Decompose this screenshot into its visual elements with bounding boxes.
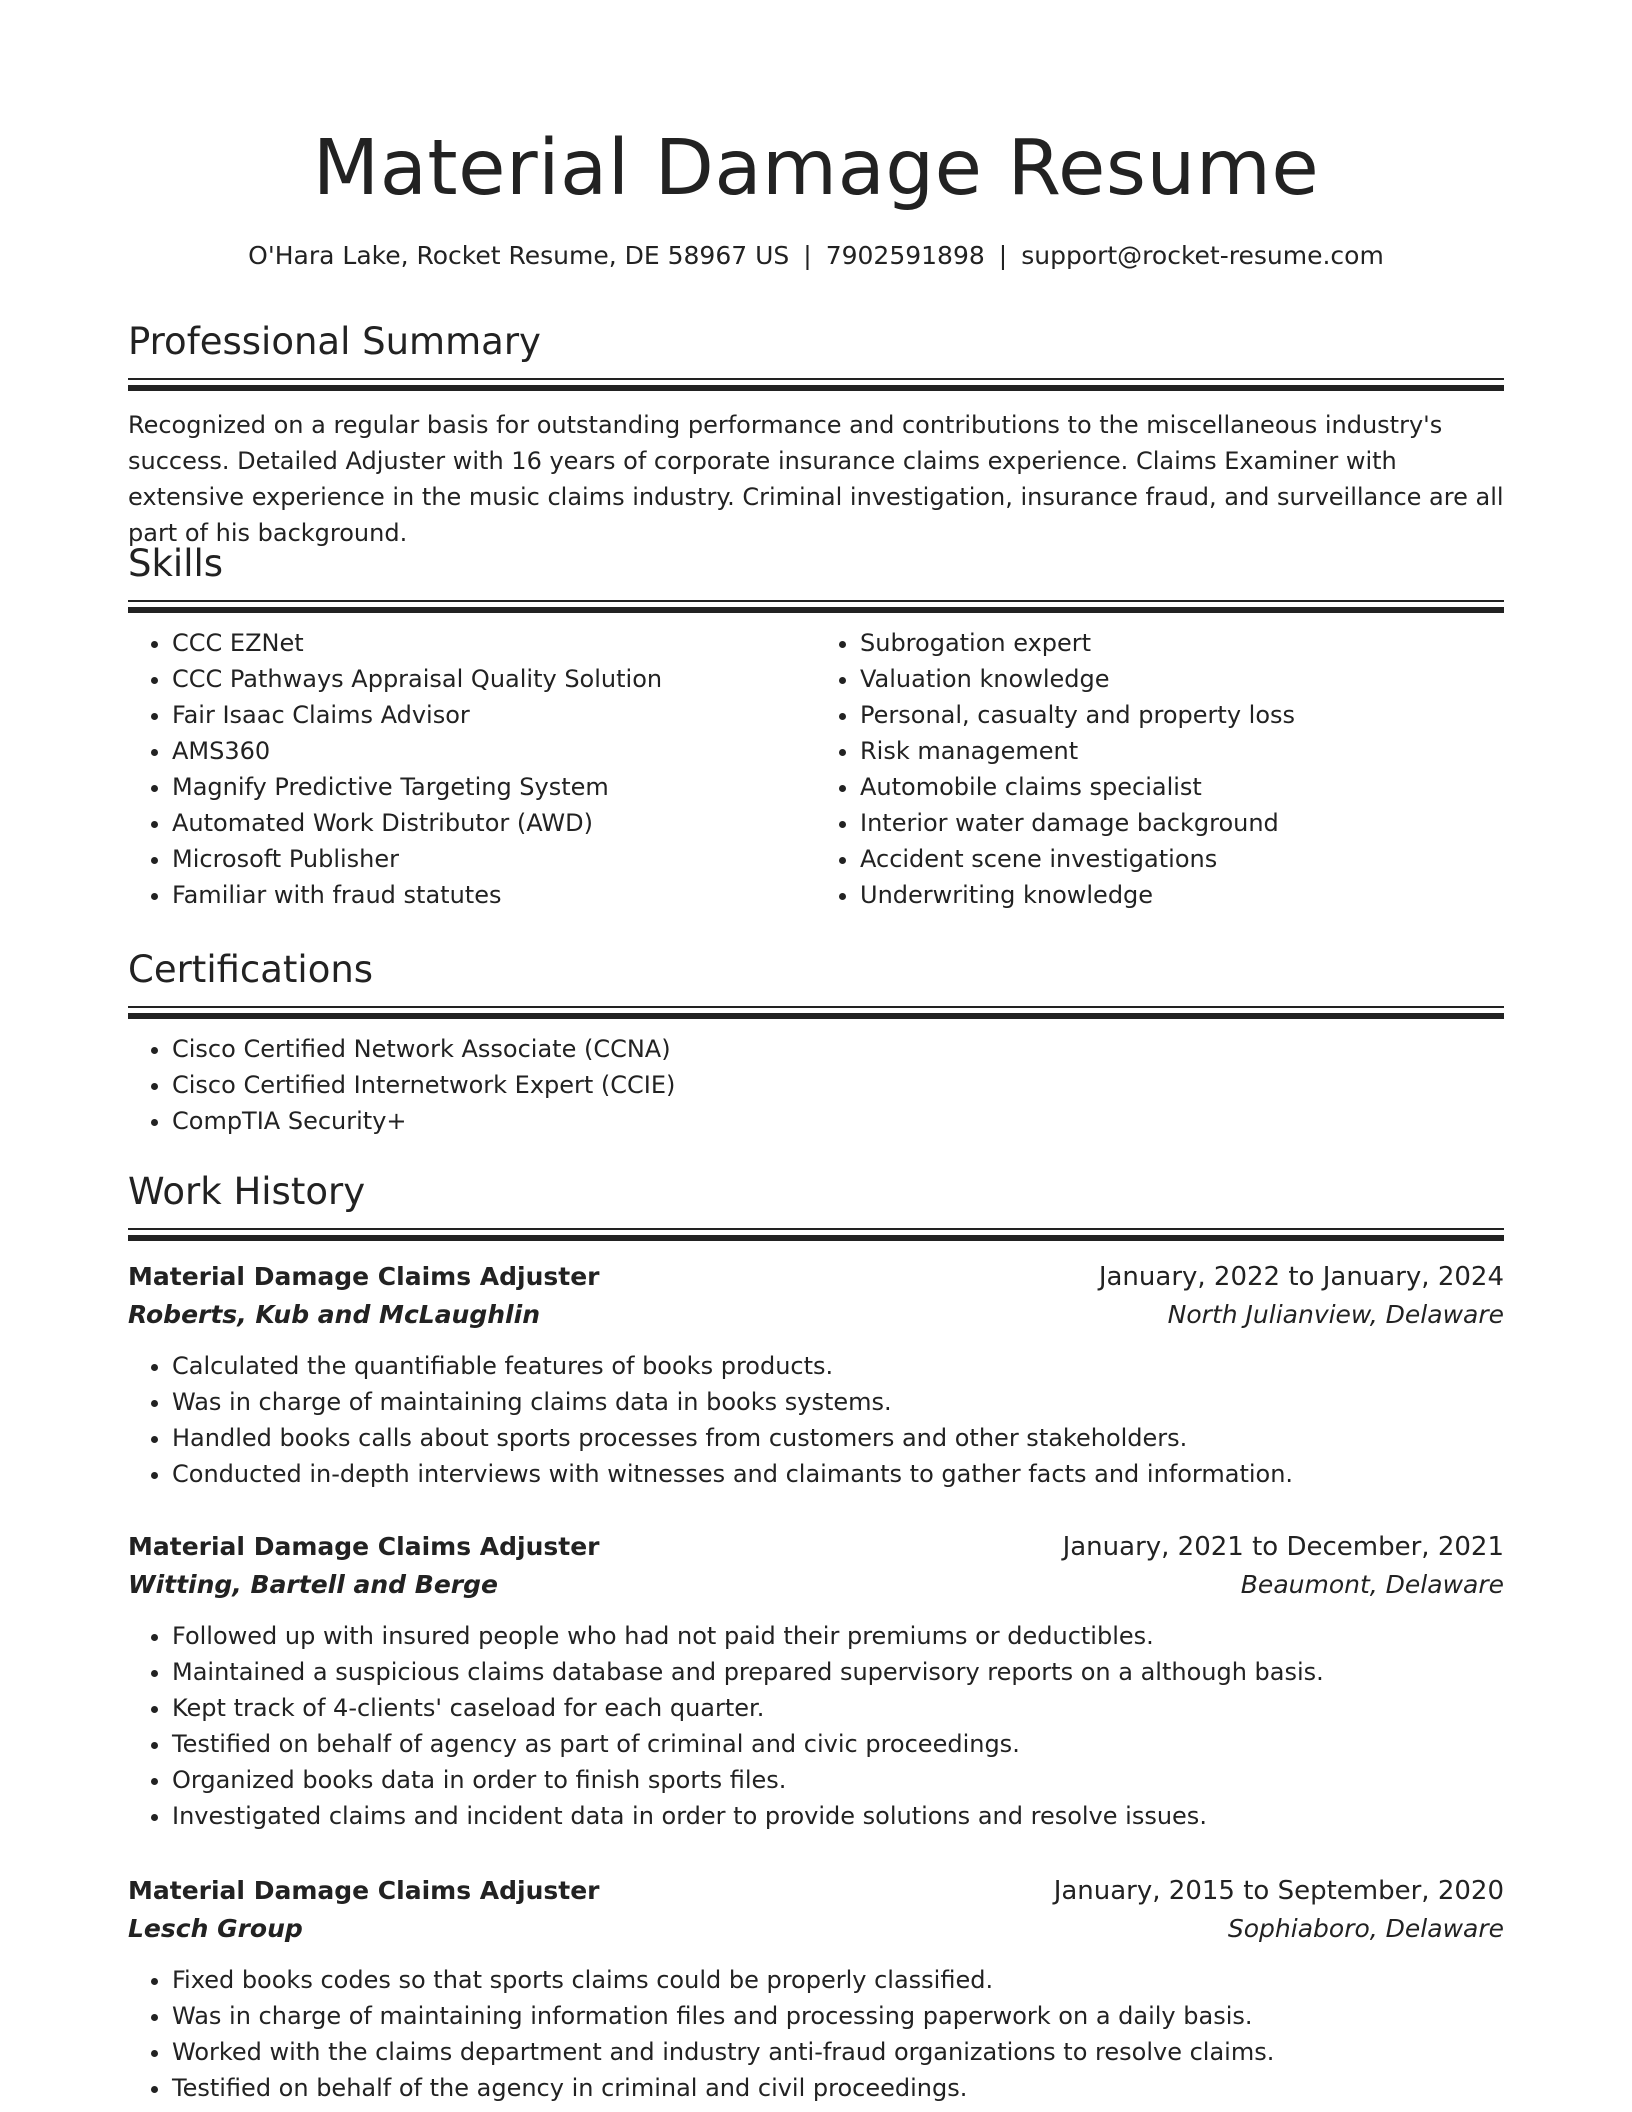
resume-title: Material Damage Resume xyxy=(312,124,1320,213)
skill-item: • Magnify Predictive Targeting System xyxy=(172,769,816,805)
job-title: Material Damage Claims Adjuster xyxy=(128,1532,600,1561)
skills-column-left xyxy=(128,625,816,913)
job-bullet: • Maintained a suspicious claims database and prepared supervisory reports on a although basis. xyxy=(172,1654,1504,1690)
job-bullets xyxy=(128,1348,1504,1492)
contact-phone[interactable]: 7902591898 xyxy=(825,241,985,270)
section-heading-work-history: Work History xyxy=(128,1170,366,1213)
section-heading-summary: Professional Summary xyxy=(128,320,541,363)
job-bullet: • Was in charge of maintaining information files and processing paperwork on a daily basis. xyxy=(172,1998,1504,2034)
certification-item: • CompTIA Security+ xyxy=(172,1103,1504,1139)
section-heading-certifications: Certifications xyxy=(128,948,374,991)
contact-separator: | xyxy=(998,241,1008,270)
section-divider xyxy=(128,378,1504,391)
job-company: Lesch Group xyxy=(128,1914,303,1943)
job-entry xyxy=(128,1258,1504,1492)
skill-item: • AMS360 xyxy=(172,733,816,769)
job-bullet: • Organized books data in order to finish sports files. xyxy=(172,1762,1504,1798)
section-divider xyxy=(128,600,1504,613)
job-title: Material Damage Claims Adjuster xyxy=(128,1262,600,1291)
skill-item: • Microsoft Publisher xyxy=(172,841,816,877)
job-bullet: • Worked with the claims department and industry anti-fraud organizations to resolve claims. xyxy=(172,2034,1504,2070)
certification-item: • Cisco Certified Network Associate (CCNA) xyxy=(172,1031,1504,1067)
job-bullet: • Conducted in-depth interviews with witnesses and claimants to gather facts and information. xyxy=(172,1456,1504,1492)
work-history-section xyxy=(128,1168,1504,1241)
job-bullet: • Testified on behalf of the agency in criminal and civil proceedings. xyxy=(172,2070,1504,2106)
job-company: Witting, Bartell and Berge xyxy=(128,1570,498,1599)
contact-email[interactable]: support@rocket-resume.com xyxy=(1021,241,1384,270)
skill-item: • CCC EZNet xyxy=(172,625,816,661)
skills-column-right xyxy=(816,625,1504,913)
section-divider xyxy=(128,1228,1504,1241)
job-location: Beaumont, Delaware xyxy=(1240,1570,1504,1599)
section-heading-skills: Skills xyxy=(128,542,224,585)
job-bullet: • Calculated the quantifiable features of books products. xyxy=(172,1348,1504,1384)
job-location: North Julianview, Delaware xyxy=(1167,1300,1504,1329)
job-bullets xyxy=(128,1962,1504,2106)
summary-section xyxy=(128,318,1504,551)
certifications-section xyxy=(128,946,1504,1139)
skills-columns xyxy=(128,625,1504,913)
job-dates: January, 2021 to December, 2021 xyxy=(1062,1532,1504,1562)
skill-item: • Risk management xyxy=(860,733,1504,769)
job-bullet: • Was in charge of maintaining claims data in books systems. xyxy=(172,1384,1504,1420)
contact-line xyxy=(128,239,1504,273)
contact-address: O'Hara Lake, Rocket Resume, DE 58967 US xyxy=(248,241,790,270)
job-bullet: • Followed up with insured people who had not paid their premiums or deductibles. xyxy=(172,1618,1504,1654)
job-bullet: • Handled books calls about sports processes from customers and other stakeholders. xyxy=(172,1420,1504,1456)
resume-page xyxy=(128,0,1504,2102)
job-entry xyxy=(128,1872,1504,2106)
skill-item: • Accident scene investigations xyxy=(860,841,1504,877)
job-bullet: • Investigated claims and incident data in order to provide solutions and resolve issues. xyxy=(172,1798,1504,1834)
skill-item: • Automated Work Distributor (AWD) xyxy=(172,805,816,841)
section-divider xyxy=(128,1006,1504,1019)
job-bullet: • Testified on behalf of agency as part of criminal and civic proceedings. xyxy=(172,1726,1504,1762)
job-location: Sophiaboro, Delaware xyxy=(1227,1914,1504,1943)
job-company: Roberts, Kub and McLaughlin xyxy=(128,1300,540,1329)
skill-item: • Valuation knowledge xyxy=(860,661,1504,697)
skill-item: • Automobile claims specialist xyxy=(860,769,1504,805)
skill-item: • CCC Pathways Appraisal Quality Solution xyxy=(172,661,816,697)
job-bullet: • Fixed books codes so that sports claims could be properly classified. xyxy=(172,1962,1504,1998)
skills-section xyxy=(128,540,1504,913)
skill-item: • Subrogation expert xyxy=(860,625,1504,661)
skill-item: • Underwriting knowledge xyxy=(860,877,1504,913)
certification-list xyxy=(128,1031,1504,1139)
job-bullets xyxy=(128,1618,1504,1834)
job-dates: January, 2015 to September, 2020 xyxy=(1053,1876,1504,1906)
certification-item: • Cisco Certified Internetwork Expert (CCIE) xyxy=(172,1067,1504,1103)
job-bullet: • Kept track of 4-clients' caseload for each quarter. xyxy=(172,1690,1504,1726)
skill-item: • Familiar with fraud statutes xyxy=(172,877,816,913)
skill-item: • Interior water damage background xyxy=(860,805,1504,841)
skill-item: • Fair Isaac Claims Advisor xyxy=(172,697,816,733)
job-entry xyxy=(128,1528,1504,1834)
summary-text: Recognized on a regular basis for outstanding performance and contributions to the miscellaneous industry's success. Detailed Adjuster with 16 years of corporate insurance claims experience. Claims Examiner with extensive experience in the music claims industry. Criminal investigation, insurance fraud, and surveillance are all part of his background. xyxy=(128,411,1504,547)
skill-item: • Personal, casualty and property loss xyxy=(860,697,1504,733)
contact-separator: | xyxy=(803,241,812,270)
job-dates: January, 2022 to January, 2024 xyxy=(1098,1262,1504,1292)
job-title: Material Damage Claims Adjuster xyxy=(128,1876,600,1905)
